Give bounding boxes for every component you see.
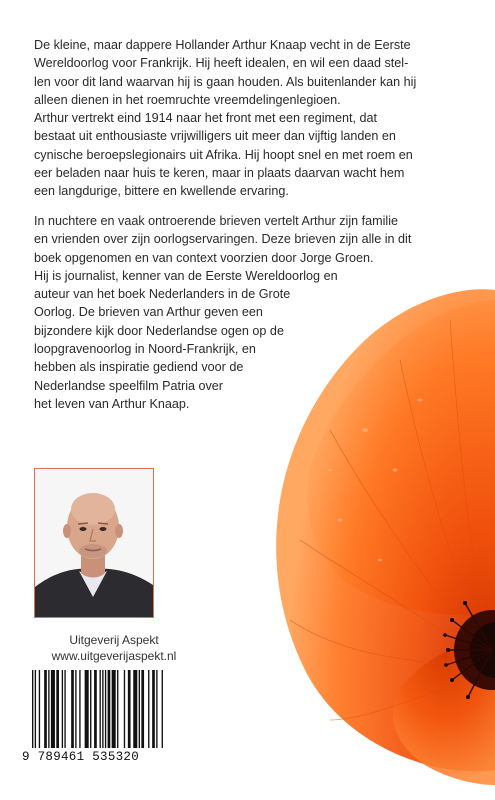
publisher-info bbox=[34, 632, 194, 664]
barcode-bar bbox=[156, 670, 157, 748]
blurb-paragraph-1-block bbox=[34, 36, 474, 201]
barcode-bar bbox=[141, 670, 144, 748]
barcode-bar bbox=[44, 670, 47, 748]
barcode-bar bbox=[64, 670, 65, 748]
barcode-bar bbox=[79, 670, 80, 748]
isbn-barcode bbox=[22, 668, 172, 768]
barcode-bar bbox=[128, 670, 131, 748]
barcode-bar bbox=[48, 670, 49, 748]
barcode-bar bbox=[102, 670, 103, 748]
barcode-bar bbox=[133, 670, 137, 748]
blurb-paragraph-2-block bbox=[34, 212, 474, 413]
barcode-bar bbox=[62, 670, 63, 748]
barcode-bar bbox=[100, 670, 101, 748]
blurb-paragraph-2: In nuchtere en vaak ontroerende brieven vertelt Arthur zijn familie en vrienden over zijn oorlogservaringen. Deze brieven zijn alle in dit boek opgenomen en van context voorzien door Jorge Groen. Hij is journalist, kenner van de Eerste Wereldoorlog en auteur van het boek Nederlanders in de Grote Oorlog. De brieven van Arthur geven een bijzondere kijk door Nederlandse ogen op de loopgravenoorlog in Noord-Frankrijk, en hebben als inspiratie gediend voor de Nederlandse speelfilm Patria over het leven van Arthur Knaap. bbox=[34, 214, 412, 411]
barcode-bar bbox=[108, 670, 111, 748]
barcode-bar bbox=[51, 670, 55, 748]
barcode-bar bbox=[85, 670, 89, 748]
barcode-bar bbox=[35, 670, 36, 748]
blurb-paragraph-1: De kleine, maar dappere Hollander Arthur Knaap vecht in de Eerste Wereldoorlog voor Frankrijk. Hij heeft idealen, en wil een daad stel- len voor dit land waarvan hij is gaan houden. Als buitenlander kan hij alleen dienen in het roemruchte vreemdelingenlegioen. Arthur vertrekt eind 1914 naar het front met een regiment, dat bestaat uit enthousiaste vrijwilligers uit meer dan vijftig landen en cynische beroepslegionairs uit Afrika. Hij hoopt snel en met roem en eer beladen naar huis te keren, maar in plaats daarvan wacht hem een langdurige, bittere en kwellende ervaring. bbox=[34, 38, 417, 199]
barcode-bar bbox=[32, 670, 33, 748]
barcode-bar bbox=[139, 670, 140, 748]
barcode-bar bbox=[112, 670, 116, 748]
barcode-bar bbox=[124, 670, 125, 748]
barcode-bar bbox=[90, 670, 91, 748]
barcode-bars bbox=[22, 668, 172, 752]
barcode-bar bbox=[71, 670, 74, 748]
publisher-name: Uitgeverij Aspekt bbox=[69, 633, 159, 647]
publisher-website: www.uitgeverijaspekt.nl bbox=[51, 649, 177, 663]
barcode-bar bbox=[39, 670, 40, 748]
barcode-bar bbox=[152, 670, 155, 748]
isbn-digits: 9 789461 535320 bbox=[22, 750, 140, 764]
barcode-bar bbox=[117, 670, 118, 748]
barcode-bar bbox=[94, 670, 97, 748]
barcode-bar bbox=[105, 670, 106, 748]
author-photo bbox=[34, 468, 154, 618]
author-portrait-image bbox=[35, 469, 153, 617]
barcode-bar bbox=[75, 670, 76, 748]
barcode-bar bbox=[162, 670, 163, 748]
barcode-bar bbox=[148, 670, 149, 748]
barcode-bar bbox=[56, 670, 59, 748]
